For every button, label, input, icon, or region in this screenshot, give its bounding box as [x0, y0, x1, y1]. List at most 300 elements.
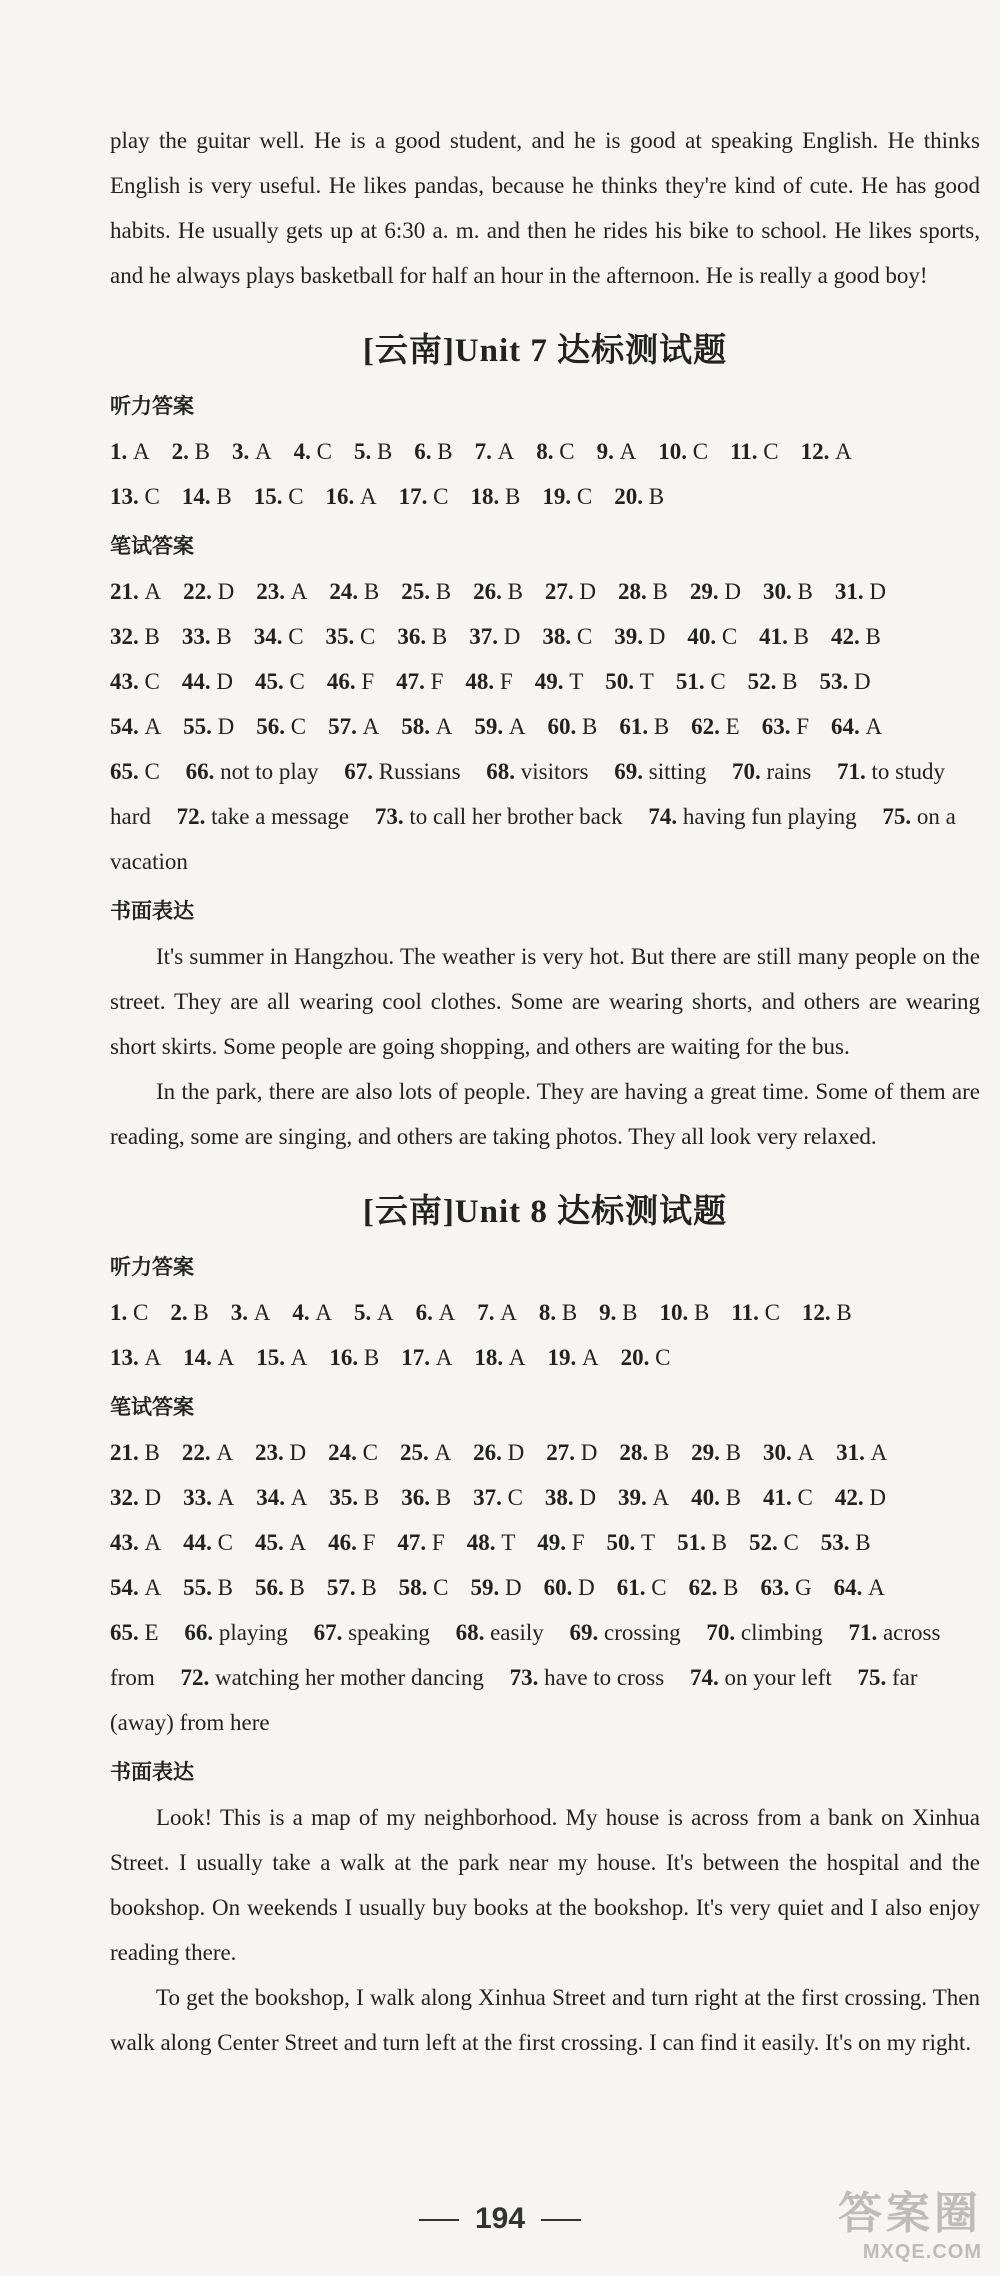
answer-value: C — [433, 1575, 449, 1600]
answer-value: A — [835, 439, 852, 464]
answer-row — [110, 1520, 980, 1565]
answer-value: C — [576, 624, 593, 649]
answer-number: 7. — [477, 1300, 501, 1325]
answer-value: A — [217, 1345, 235, 1370]
answer-number: 56. — [256, 714, 291, 739]
answer-value: F — [571, 1530, 585, 1555]
unit7-section — [110, 324, 980, 1159]
answer-number: 25. — [401, 579, 436, 604]
answer-value: Russians — [378, 759, 461, 784]
intro-paragraph: play the guitar well. He is a good student, and he is good at speaking English. He thinks English is very useful. He likes pandas, because he thinks they're kind of cute. He has good habits. He usually gets up at 6:30 a. m. and then he rides his bike to school. He likes sports, and he always plays basketball for half an hour in the afternoon. He is really a good boy! — [110, 128, 980, 288]
answer-item — [763, 1430, 814, 1475]
answer-item — [186, 759, 319, 784]
answer-row — [110, 1475, 980, 1520]
answer-value: B — [793, 624, 809, 649]
answer-value: A — [500, 1300, 517, 1325]
answer-item — [401, 1335, 452, 1380]
answer-number: 56. — [254, 1575, 290, 1600]
answer-item — [344, 759, 460, 784]
answer-number: 31. — [834, 579, 870, 604]
answer-item — [467, 1520, 516, 1565]
answer-number: 24. — [328, 1440, 363, 1465]
answer-number: 32. — [110, 1485, 145, 1510]
answer-item — [397, 614, 447, 659]
answer-value: C — [288, 624, 304, 649]
answer-value: D — [869, 579, 886, 604]
answer-item — [619, 704, 669, 749]
answer-item — [254, 614, 304, 659]
answer-number: 26. — [473, 1440, 508, 1465]
answer-number: 53. — [819, 669, 855, 694]
answer-item — [763, 1475, 813, 1520]
answer-number: 57. — [328, 714, 363, 739]
answer-number: 6. — [414, 439, 438, 464]
unit7-writing-label: 书面表达 — [110, 899, 194, 923]
answer-number: 60. — [543, 1575, 579, 1600]
answer-value: visitors — [520, 759, 589, 784]
answer-value: B — [653, 1440, 670, 1465]
answer-value: B — [561, 1300, 578, 1325]
answer-number: 72. — [176, 804, 212, 829]
answer-value: D — [216, 669, 233, 694]
answer-item — [294, 429, 332, 474]
answer-item — [537, 1520, 584, 1565]
answer-number: 10. — [659, 1300, 694, 1325]
answer-item — [314, 1620, 430, 1645]
answer-number: 39. — [614, 624, 649, 649]
answer-item — [183, 1475, 234, 1520]
answer-number: 1. — [110, 439, 133, 464]
answer-number: 40. — [687, 624, 722, 649]
answer-item — [471, 1565, 522, 1610]
answer-item — [474, 1335, 525, 1380]
answer-item — [731, 1290, 780, 1335]
answer-value: D — [289, 1440, 307, 1465]
answer-number: 69. — [614, 759, 649, 784]
answer-value: B — [363, 579, 380, 604]
answer-value: A — [290, 1485, 308, 1510]
answer-item — [539, 1290, 577, 1335]
answer-value: C — [651, 1575, 667, 1600]
answer-item — [255, 1520, 306, 1565]
answer-value: A — [217, 1485, 235, 1510]
page-number-right-dash — [541, 2219, 581, 2221]
answer-item — [110, 1620, 159, 1645]
answer-number: 13. — [110, 1345, 145, 1370]
answer-value: A — [435, 1345, 453, 1370]
answer-item — [328, 1520, 375, 1565]
answer-item — [801, 429, 852, 474]
answer-value: C — [783, 1530, 799, 1555]
answer-number: 23. — [256, 579, 291, 604]
answer-number: 73. — [509, 1665, 545, 1690]
answer-value: B — [782, 669, 798, 694]
answer-value: A — [797, 1440, 815, 1465]
answer-value: A — [144, 579, 162, 604]
answer-number: 75. — [882, 804, 917, 829]
answer-row — [110, 614, 980, 659]
answer-item — [328, 704, 379, 749]
answer-value: A — [376, 1300, 394, 1325]
answer-number: 25. — [399, 1440, 435, 1465]
answer-item — [172, 429, 210, 474]
answer-value: D — [505, 1575, 522, 1600]
answer-number: 4. — [292, 1300, 316, 1325]
answer-number: 15. — [253, 484, 289, 509]
answer-item — [183, 1520, 233, 1565]
answer-value: C — [655, 1345, 671, 1370]
answer-number: 72. — [180, 1665, 215, 1690]
answer-value: B — [144, 624, 160, 649]
answer-number: 21. — [110, 1440, 145, 1465]
answer-item — [621, 1335, 671, 1380]
answer-item — [835, 569, 886, 614]
answer-number: 18. — [474, 1345, 509, 1370]
answer-number: 51. — [677, 1530, 712, 1555]
answer-number: 65. — [110, 1620, 145, 1645]
answer-value: F — [362, 1530, 376, 1555]
unit7-writing-paragraph-2: In the park, there are also lots of people. They are having a great time. Some of them are reading, some are singing, and others are taking photos. They all look very relaxed. — [110, 1079, 980, 1149]
watermark-en: MXQE.COM — [862, 2241, 982, 2263]
answer-item — [547, 704, 597, 749]
answer-value: C — [710, 669, 726, 694]
answer-value: to call her brother back — [409, 804, 623, 829]
answer-number: 42. — [831, 624, 866, 649]
answer-number: 19. — [542, 484, 577, 509]
answer-value: speaking — [348, 1620, 430, 1645]
answer-number: 71. — [848, 1620, 883, 1645]
answer-item — [544, 1565, 595, 1610]
answer-number: 11. — [731, 1300, 765, 1325]
answer-value: F — [361, 669, 375, 694]
answer-value: A — [434, 1440, 452, 1465]
answer-item — [396, 659, 443, 704]
answer-item — [542, 474, 592, 519]
answer-value: C — [433, 484, 449, 509]
answer-item — [326, 474, 377, 519]
answer-number: 75. — [857, 1665, 892, 1690]
answer-value: watching her mother dancing — [214, 1665, 484, 1690]
answer-number: 47. — [396, 669, 431, 694]
answer-value: D — [144, 1485, 162, 1510]
answer-item — [763, 569, 813, 614]
answer-item — [110, 569, 161, 614]
answer-item — [618, 569, 668, 614]
answer-value: D — [503, 624, 521, 649]
answer-item — [834, 1565, 885, 1610]
answer-value: B — [581, 714, 598, 739]
answer-value: playing — [218, 1620, 288, 1645]
answer-item — [831, 614, 881, 659]
answer-value: B — [216, 624, 232, 649]
answer-number: 66. — [185, 759, 221, 784]
answer-item — [617, 1565, 667, 1610]
answer-number: 9. — [599, 1300, 623, 1325]
answer-value: have to cross — [544, 1665, 665, 1690]
answer-item — [614, 614, 665, 659]
answer-row — [110, 1335, 980, 1380]
answer-value: on a vacation — [110, 804, 956, 874]
answer-number: 41. — [759, 624, 794, 649]
answer-value: C — [692, 439, 709, 464]
answer-value: B — [694, 1300, 710, 1325]
unit8-listening-label: 听力答案 — [110, 1255, 194, 1279]
answer-item — [748, 659, 798, 704]
answer-number: 54. — [110, 1575, 145, 1600]
answer-value: B — [437, 439, 453, 464]
answer-number: 31. — [836, 1440, 871, 1465]
answer-value: B — [723, 1575, 739, 1600]
answer-item — [397, 1520, 444, 1565]
answer-number: 17. — [398, 484, 434, 509]
answer-value: C — [144, 484, 160, 509]
answer-value: T — [641, 1530, 656, 1555]
answer-item — [760, 1565, 811, 1610]
answer-number: 9. — [596, 439, 620, 464]
page-number-value: 194 — [474, 2202, 526, 2235]
answer-item — [759, 614, 809, 659]
answer-value: on your left — [724, 1665, 832, 1690]
answer-value: B — [836, 1300, 852, 1325]
answer-item — [255, 1430, 306, 1475]
answer-number: 36. — [401, 1485, 436, 1510]
answer-number: 16. — [329, 1345, 364, 1370]
answer-number: 62. — [691, 714, 726, 739]
answer-number: 4. — [293, 439, 317, 464]
answer-value: A — [652, 1485, 670, 1510]
answer-value: C — [507, 1485, 523, 1510]
answer-number: 40. — [691, 1485, 726, 1510]
answer-value: D — [854, 669, 871, 694]
answer-value: having fun playing — [682, 804, 857, 829]
answer-value: B — [194, 439, 210, 464]
answer-item — [547, 1335, 598, 1380]
answer-number: 50. — [605, 669, 640, 694]
answer-item — [749, 1520, 799, 1565]
answer-value: A — [216, 1440, 233, 1465]
answer-number: 62. — [688, 1575, 724, 1600]
answer-item — [475, 429, 515, 474]
answer-item — [456, 1620, 544, 1645]
answer-value: C — [797, 1485, 813, 1510]
answer-item — [110, 429, 150, 474]
unit8-written-label: 笔试答案 — [110, 1395, 194, 1419]
answer-item — [471, 474, 521, 519]
answer-value: B — [435, 579, 452, 604]
answer-item — [618, 1475, 669, 1520]
answer-item — [256, 704, 306, 749]
answer-value: B — [361, 1575, 377, 1600]
answer-number: 55. — [183, 1575, 218, 1600]
answer-value: A — [508, 714, 526, 739]
answer-number: 58. — [398, 1575, 434, 1600]
answer-value: D — [578, 1575, 595, 1600]
answer-item — [605, 659, 654, 704]
answer-number: 12. — [801, 1300, 837, 1325]
answer-item — [399, 1565, 449, 1610]
answer-value: A — [254, 439, 272, 464]
answer-number: 6. — [415, 1300, 439, 1325]
answer-item — [182, 659, 233, 704]
answer-item — [255, 659, 305, 704]
answer-item — [802, 1290, 852, 1335]
unit7-written-answers — [110, 569, 980, 749]
answer-number: 30. — [763, 579, 798, 604]
answer-number: 10. — [658, 439, 693, 464]
answer-value: C — [764, 1300, 780, 1325]
answer-value: A — [865, 714, 883, 739]
answer-value: A — [290, 1345, 308, 1370]
page-number-left-dash — [419, 2219, 459, 2221]
answer-item — [177, 804, 349, 829]
answer-number: 44. — [183, 1530, 218, 1555]
answer-number: 18. — [470, 484, 505, 509]
answer-item — [354, 429, 392, 474]
answer-value: A — [438, 1300, 456, 1325]
answer-value: sitting — [648, 759, 707, 784]
answer-number: 20. — [620, 1345, 656, 1370]
answer-number: 67. — [344, 759, 379, 784]
answer-value: A — [290, 579, 308, 604]
answer-item — [110, 659, 160, 704]
answer-value: D — [507, 1440, 525, 1465]
answer-item — [542, 614, 592, 659]
answer-value: B — [216, 484, 232, 509]
answer-item — [399, 474, 449, 519]
answer-value: A — [619, 439, 637, 464]
answer-item — [690, 1665, 832, 1690]
answer-number: 74. — [689, 1665, 725, 1690]
answer-item — [835, 1475, 886, 1520]
answer-item — [535, 659, 584, 704]
answer-row — [110, 1290, 980, 1335]
answer-number: 68. — [455, 1620, 491, 1645]
answer-item — [474, 704, 525, 749]
answer-number: 41. — [763, 1485, 798, 1510]
answer-value: B — [144, 1440, 160, 1465]
answer-row — [110, 569, 980, 614]
answer-item — [677, 1520, 727, 1565]
answer-number: 8. — [538, 1300, 562, 1325]
answer-item — [658, 429, 708, 474]
answer-number: 66. — [184, 1620, 219, 1645]
answer-number: 64. — [833, 1575, 869, 1600]
answer-item — [706, 1620, 822, 1645]
answer-number: 21. — [110, 579, 145, 604]
answer-number: 16. — [325, 484, 361, 509]
answer-number: 33. — [181, 624, 217, 649]
answer-number: 67. — [313, 1620, 349, 1645]
answer-item — [110, 1335, 161, 1380]
unit8-writing-label: 书面表达 — [110, 1760, 194, 1784]
answer-number: 49. — [537, 1530, 572, 1555]
answer-number: 24. — [329, 579, 364, 604]
answer-number: 70. — [706, 1620, 741, 1645]
unit8-written-tail — [110, 1610, 980, 1745]
answer-value: B — [725, 1485, 741, 1510]
answer-value: C — [217, 1530, 233, 1555]
answer-item — [110, 474, 160, 519]
answer-value: B — [622, 1300, 638, 1325]
answer-value: B — [289, 1575, 305, 1600]
answer-value: D — [579, 1485, 597, 1510]
answer-number: 22. — [183, 579, 218, 604]
answer-value: C — [144, 669, 160, 694]
answer-number: 36. — [397, 624, 432, 649]
answer-number: 45. — [254, 1530, 290, 1555]
answer-value: B — [653, 714, 670, 739]
answer-number: 38. — [544, 1485, 580, 1510]
answer-value: A — [362, 714, 380, 739]
answer-number: 27. — [546, 1440, 581, 1465]
answer-number: 8. — [536, 439, 560, 464]
answer-item — [732, 759, 811, 784]
answer-item — [170, 1290, 208, 1335]
answer-value: B — [797, 579, 813, 604]
answer-number: 43. — [110, 1530, 145, 1555]
answer-value: B — [193, 1300, 209, 1325]
answer-value: A — [581, 1345, 599, 1370]
answer-item — [182, 614, 232, 659]
answer-value: B — [435, 1485, 452, 1510]
answer-item — [486, 759, 588, 784]
answer-number: 68. — [486, 759, 521, 784]
answer-number: 28. — [618, 579, 653, 604]
answer-row — [110, 429, 980, 474]
answer-value: T — [501, 1530, 516, 1555]
answer-number: 39. — [618, 1485, 653, 1510]
answer-number: 47. — [397, 1530, 432, 1555]
unit8-listening-answers — [110, 1290, 980, 1380]
answer-number: 48. — [466, 1530, 502, 1555]
answer-number: 1. — [110, 1300, 133, 1325]
answer-item — [469, 614, 520, 659]
answer-number: 38. — [542, 624, 577, 649]
answer-item — [648, 804, 856, 829]
answer-number: 63. — [760, 1575, 795, 1600]
answer-value: B — [217, 1575, 233, 1600]
answer-item — [375, 804, 623, 829]
answer-page — [110, 118, 980, 2065]
answer-item — [473, 1475, 523, 1520]
answer-item — [836, 1430, 887, 1475]
answer-number: 28. — [619, 1440, 654, 1465]
answer-number: 70. — [732, 759, 767, 784]
answer-item — [183, 704, 234, 749]
answer-number: 27. — [544, 579, 580, 604]
watermark-cn: 答案圈 — [838, 2189, 982, 2238]
answer-value: E — [144, 1620, 159, 1645]
answer-row — [110, 704, 980, 749]
answer-item — [110, 759, 160, 784]
answer-value: rains — [766, 759, 812, 784]
answer-number: 43. — [110, 669, 145, 694]
answer-item — [569, 1620, 680, 1645]
answer-item — [831, 704, 882, 749]
answer-number: 52. — [748, 1530, 784, 1555]
answer-value: B — [505, 484, 521, 509]
answer-row — [110, 659, 980, 704]
answer-number: 37. — [469, 624, 504, 649]
answer-value: A — [144, 1530, 162, 1555]
answer-value: F — [431, 1530, 445, 1555]
answer-item — [546, 1430, 597, 1475]
answer-number: 69. — [569, 1620, 604, 1645]
answer-item — [689, 1565, 739, 1610]
answer-item — [232, 429, 272, 474]
answer-item — [465, 659, 512, 704]
unit8-written-answers — [110, 1430, 980, 1610]
